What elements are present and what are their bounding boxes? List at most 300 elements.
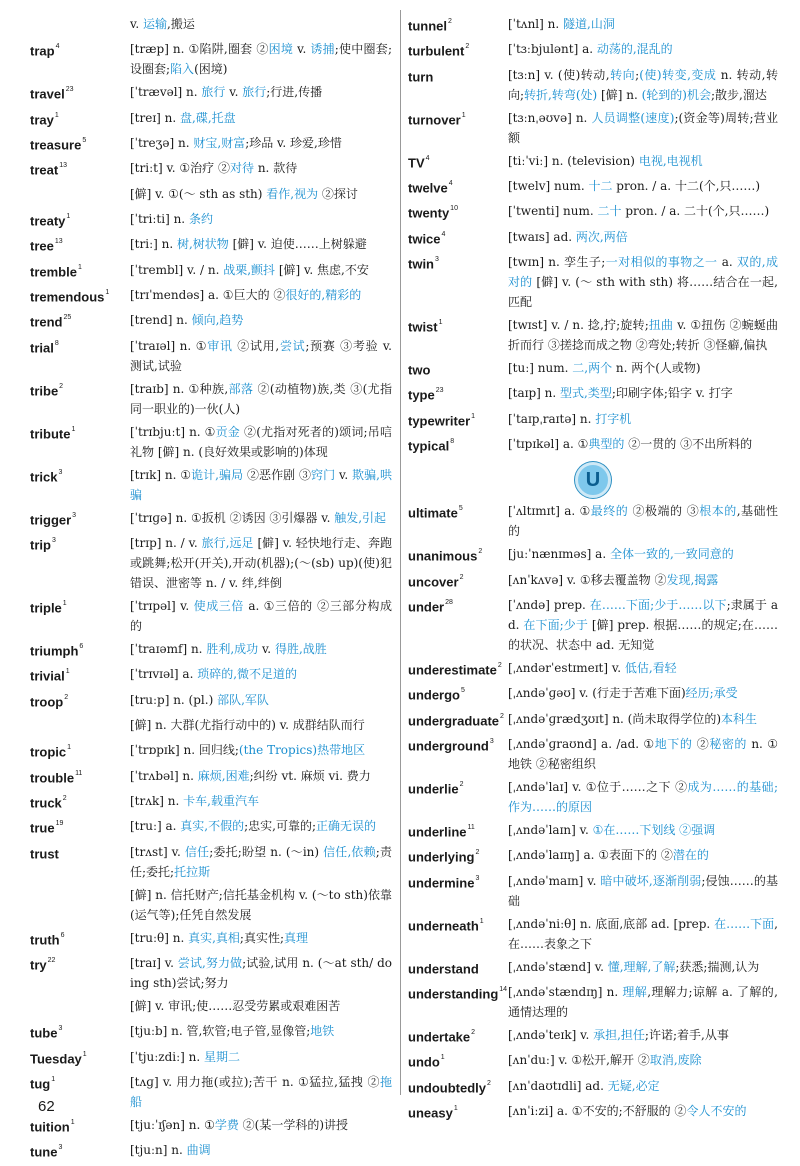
frequency-count: 1 — [438, 318, 443, 326]
definition — [508, 108, 778, 148]
definition — [508, 544, 778, 564]
letter-u-icon: U — [575, 462, 611, 498]
definition — [508, 734, 778, 774]
frequency-count: 1 — [54, 111, 59, 119]
definition — [130, 260, 392, 280]
frequency-count: 23 — [435, 387, 444, 395]
headword-text: twin — [408, 256, 434, 272]
headword-text: twenty — [408, 205, 450, 221]
left-column — [30, 14, 392, 1166]
frequency-count: 23 — [65, 86, 74, 94]
frequency-count: 6 — [60, 931, 65, 939]
highlighted-meaning: 经历;承受 — [685, 686, 738, 701]
dictionary-entry — [408, 570, 778, 592]
headword-text: type — [408, 387, 435, 403]
frequency-count: 11 — [75, 769, 83, 777]
headword-text: typewriter — [408, 412, 471, 428]
headword — [30, 1140, 130, 1162]
headword — [408, 1076, 508, 1098]
definition — [508, 434, 778, 454]
definition-text: ;隶属于 ad. — [508, 597, 778, 632]
frequency-count: 4 — [441, 230, 446, 238]
dictionary-entry — [408, 914, 778, 954]
highlighted-meaning: 尝试,努力做 — [177, 955, 243, 970]
highlighted-meaning: 旅行 — [242, 85, 267, 100]
dictionary-entry — [30, 816, 392, 838]
definition-text: [ˈtrɒpɪk] n. 回归线; — [130, 743, 239, 758]
dictionary-entry — [30, 465, 392, 505]
definition — [130, 108, 392, 128]
highlighted-meaning: 发现,揭露 — [666, 572, 719, 587]
headword-text: tube — [30, 1025, 58, 1041]
definition-text: [trʌst] v. — [130, 844, 185, 859]
definition-text: ; — [635, 67, 640, 82]
definition-text: [僻] v. (～ sth with sth) 将……结合在一起,匹配 — [508, 274, 778, 309]
dictionary-entry — [30, 108, 392, 130]
definition — [508, 39, 778, 59]
definition-text: v. — [225, 85, 243, 100]
definition — [508, 409, 778, 429]
dictionary-entry — [408, 315, 778, 355]
definition — [508, 14, 778, 34]
definition-text: a. ①三倍的 ②三部分构成的 — [130, 598, 392, 633]
highlighted-meaning: 无疑,必定 — [607, 1078, 660, 1093]
headword-text: undertake — [408, 1029, 471, 1045]
headword-text: tunnel — [408, 18, 447, 34]
headword-text: treat — [30, 162, 59, 178]
dictionary-entry — [408, 658, 778, 680]
dictionary-entry — [30, 379, 392, 419]
headword — [30, 1072, 130, 1094]
highlighted-meaning: (轮到的)机会 — [641, 87, 711, 102]
frequency-count: 28 — [445, 598, 453, 606]
definition-text: [ˌʌndəˈɡraʊnd] a. /ad. ① — [508, 736, 655, 751]
highlighted-meaning: 卡车,载重汽车 — [183, 793, 259, 808]
headword — [408, 1101, 508, 1123]
definition — [130, 842, 392, 882]
headword-text: trap — [30, 43, 55, 59]
highlighted-meaning: 根本的 — [699, 504, 737, 519]
highlighted-meaning: 打字机 — [595, 411, 632, 426]
frequency-count: 2 — [59, 382, 64, 390]
highlighted-meaning: 最终的 — [590, 504, 629, 519]
definition — [508, 501, 778, 541]
definition — [130, 209, 392, 229]
dictionary-entry — [30, 336, 392, 376]
headword-text: two — [408, 362, 431, 378]
frequency-count: 1 — [440, 1054, 445, 1062]
dictionary-entry — [30, 664, 392, 686]
headword — [408, 914, 508, 936]
definition-text: [ˈtraɪəmf] n. — [130, 641, 207, 656]
highlighted-meaning: 在……下面 — [714, 916, 775, 931]
frequency-count: 1 — [82, 1050, 87, 1058]
headword-text: trick — [30, 468, 58, 484]
definition-text: ②(动植物)族,类 ③(尤指同一职业的)一伙(人) — [130, 381, 392, 416]
definition-text: [ˈtɪpɪkəl] a. ① — [508, 436, 589, 451]
headword-text: twist — [408, 319, 438, 335]
headword — [30, 816, 130, 838]
definition-text: v. — [258, 641, 275, 656]
highlighted-meaning: 树,树状物 — [176, 237, 229, 252]
headword-text: tropic — [30, 744, 67, 760]
highlighted-meaning: 尝试 — [279, 338, 306, 353]
highlighted-meaning: 地铁 — [310, 1024, 335, 1039]
headword-text: underestimate — [408, 662, 497, 678]
dictionary-entry — [30, 690, 392, 712]
dictionary-entry — [408, 709, 778, 731]
definition — [130, 596, 392, 636]
definition-text: [ˌʌndəˈstændɪŋ] n. — [508, 984, 623, 999]
frequency-count: 2 — [475, 849, 480, 857]
headword-text: TV — [408, 154, 425, 170]
frequency-count: 4 — [55, 43, 60, 51]
definition — [508, 845, 778, 865]
dictionary-entry — [30, 715, 392, 737]
dictionary-entry — [30, 310, 392, 332]
highlighted-meaning: 低估,看轻 — [624, 660, 677, 675]
headword — [408, 982, 508, 1004]
highlighted-meaning: 二,两个 — [572, 360, 613, 375]
headword — [30, 791, 130, 813]
definition-text: ②探讨 — [318, 186, 358, 201]
definition-text: [ʌnˈduː] v. ①松开,解开 ② — [508, 1053, 650, 1068]
dictionary-entry — [30, 1047, 392, 1069]
definition-text: [ˈtrembl] v. / n. — [130, 262, 224, 277]
headword — [30, 1021, 130, 1043]
definition — [130, 379, 392, 419]
headword — [30, 285, 130, 307]
frequency-count: 2 — [465, 43, 470, 51]
definition — [130, 336, 392, 376]
dictionary-entry — [30, 1115, 392, 1137]
definition — [508, 709, 778, 729]
definition-text: [ˈtreʒə] n. — [130, 135, 194, 150]
definition-text: [ˌʌndəˈlaɪn] v. — [508, 822, 593, 837]
frequency-count: 1 — [461, 111, 466, 119]
headword — [408, 151, 508, 173]
definition-text: [ʌnˈiːzi] a. ①不安的;不舒服的 ② — [508, 1103, 687, 1118]
headword — [408, 108, 508, 130]
headword — [30, 158, 130, 180]
headword-text: turn — [408, 68, 434, 84]
highlighted-meaning: 运输 — [142, 17, 167, 31]
headword — [30, 885, 130, 907]
headword — [30, 596, 130, 618]
frequency-count: 1 — [71, 425, 76, 433]
frequency-count: 1 — [66, 212, 71, 220]
headword — [408, 252, 508, 274]
headword — [408, 14, 508, 36]
headword — [408, 683, 508, 705]
headword — [30, 842, 130, 864]
definition-text: [tjuːˈɪʃən] n. ① — [130, 1117, 215, 1132]
highlighted-meaning: 取消,废除 — [649, 1053, 702, 1068]
headword-text: tug — [30, 1076, 51, 1092]
definition-text: [trɪˈmendəs] a. ①巨大的 ② — [130, 287, 286, 302]
frequency-count: 2 — [497, 661, 502, 669]
headword — [408, 544, 508, 566]
dictionary-entry — [408, 1050, 778, 1072]
headword-text: triumph — [30, 643, 79, 659]
highlighted-meaning: 一对相似的事物之一 — [605, 254, 718, 269]
dictionary-entry — [408, 201, 778, 223]
highlighted-meaning: 麻烦,困难 — [197, 768, 250, 783]
definition-text: [僻] v. 焦虑,不安 — [275, 262, 369, 277]
frequency-count: 2 — [448, 18, 452, 25]
definition — [130, 184, 392, 204]
definition-text: v. — [130, 17, 143, 31]
highlighted-meaning: 部落 — [228, 381, 254, 396]
definition — [130, 39, 392, 79]
dictionary-entry — [30, 82, 392, 104]
definition — [130, 885, 392, 925]
definition-text: [ˈtrɪɡə] n. ①扳机 ②诱因 ③引爆器 v. — [130, 510, 335, 525]
frequency-count: 4 — [448, 179, 453, 187]
frequency-count: 2 — [459, 780, 464, 788]
definition — [508, 65, 778, 105]
dictionary-entry — [408, 409, 778, 431]
definition-text: pron. / a. 十二(个,只……) — [612, 178, 761, 193]
definition-text: [ˌʌndəˈlaɪ] v. ①位于……之下 ② — [508, 779, 688, 794]
headword-text: trivial — [30, 668, 65, 684]
definition — [508, 1025, 778, 1045]
definition-text: n. 两个(人或物) — [612, 360, 701, 375]
dictionary-entry — [408, 501, 778, 541]
highlighted-meaning: 人员调整(速度) — [591, 110, 675, 125]
headword — [408, 734, 508, 756]
headword-text: undermine — [408, 874, 475, 890]
definition-text: [twaɪs] ad. — [508, 229, 576, 244]
definition-text: a. — [717, 254, 737, 269]
highlighted-meaning: 在下面;少于 — [523, 617, 588, 632]
highlighted-meaning: 转折,转弯(处) — [524, 87, 598, 102]
highlighted-meaning: 星期二 — [204, 1049, 241, 1064]
frequency-count: 8 — [450, 437, 455, 445]
headword-text: underlying — [408, 849, 475, 865]
dictionary-entry — [30, 14, 392, 36]
headword-text: understand — [408, 960, 479, 976]
definition-text: [truːθ] n. — [130, 930, 189, 945]
definition-text: [ˈtraɪəl] n. ① — [130, 338, 208, 353]
definition-text: [ʌnˈkʌvə] v. ①移去覆盖物 ② — [508, 572, 667, 587]
dictionary-entry — [408, 1101, 778, 1123]
highlighted-meaning: 地下的 — [654, 736, 693, 751]
frequency-count: 6 — [79, 642, 84, 650]
definition-text: [ˌʌndəˈniːθ] n. 底面,底部 ad. [prep. — [508, 916, 715, 931]
definition-text: (困境) — [194, 62, 228, 77]
headword-text: travel — [30, 86, 65, 102]
headword — [408, 957, 508, 979]
headword — [408, 845, 508, 867]
definition-text: [僻] v. ①(～ sth as sth) — [130, 186, 267, 201]
dictionary-entry — [408, 871, 778, 911]
dictionary-entry — [408, 544, 778, 566]
highlighted-meaning: 动荡的,混乱的 — [596, 42, 673, 57]
definition — [130, 664, 392, 684]
definition-text: [ˈtrɪbjuːt] n. ① — [130, 424, 216, 439]
headword-text: twice — [408, 230, 441, 246]
definition — [508, 383, 778, 403]
definition — [130, 1047, 392, 1067]
right-column-u-entries — [408, 501, 778, 1123]
definition-text: [僻] n. 信托财产;信托基金机构 v. (～to sth)依靠(运气等);任凭自然发展 — [130, 887, 392, 922]
frequency-count: 11 — [467, 823, 475, 831]
definition — [508, 252, 778, 312]
definition-text: [traɪ] v. — [130, 955, 178, 970]
definition-text: v. — [335, 467, 353, 482]
highlighted-meaning: 审讯 — [207, 338, 233, 353]
frequency-count: 3 — [475, 874, 480, 882]
definition — [508, 957, 778, 977]
dictionary-entry — [30, 996, 392, 1018]
headword — [30, 533, 130, 555]
frequency-count: 3 — [58, 468, 63, 476]
frequency-count: 2 — [62, 794, 67, 802]
definition-text: ;印刷字体;铅字 v. 打字 — [611, 386, 733, 401]
definition-text: [ˈʌndə] prep. — [508, 597, 590, 612]
dictionary-entry — [408, 65, 778, 105]
highlighted-meaning: 扭曲 — [648, 317, 674, 332]
definition — [508, 315, 778, 355]
headword — [408, 227, 508, 249]
definition-text: [ˌʌndərˈestɪmeɪt] v. — [508, 660, 625, 675]
definition — [508, 982, 778, 1022]
headword — [408, 409, 508, 431]
headword-text: undergo — [408, 687, 460, 703]
definition — [508, 1076, 778, 1096]
definition — [508, 820, 778, 840]
definition — [508, 595, 778, 655]
highlighted-meaning: 两次,两倍 — [575, 229, 628, 244]
highlighted-meaning: 诡计,骗局 — [191, 467, 244, 482]
definition-text: [ˈtaɪpˌraɪtə] n. — [508, 411, 596, 426]
headword — [408, 176, 508, 198]
page-number: 62 — [38, 1098, 55, 1115]
definition-text: [ˈtwenti] num. — [508, 204, 598, 219]
frequency-count: 1 — [77, 263, 82, 271]
highlighted-meaning: 贡金 — [215, 424, 240, 439]
highlighted-meaning: 电视,电视机 — [638, 153, 703, 168]
definition — [130, 928, 392, 948]
highlighted-meaning: 真实,不假的 — [180, 819, 245, 834]
highlighted-meaning: 理解 — [622, 984, 648, 999]
highlighted-meaning: 秘密的 — [709, 736, 747, 751]
definition-text: ②(某一学科的)讲授 — [238, 1117, 349, 1132]
dictionary-entry — [408, 683, 778, 705]
headword-text: treasure — [30, 137, 82, 153]
definition-text: ②一贯的 ③不出所料的 — [624, 436, 753, 451]
definition-text: [僻] n. — [597, 87, 642, 102]
dictionary-entry — [408, 434, 778, 456]
definition — [130, 690, 392, 710]
definition-text: [ˌʌndəˈteɪk] v. — [508, 1027, 594, 1042]
definition-text: n. 款待 — [254, 161, 298, 176]
frequency-count: 22 — [47, 956, 56, 964]
headword — [30, 39, 130, 61]
definition-text: ;许诺;着手,从事 — [644, 1027, 729, 1042]
highlighted-meaning: 转向 — [609, 67, 636, 82]
definition-text: [trʌk] n. — [130, 793, 184, 808]
dictionary-entry — [408, 734, 778, 774]
headword-text: treaty — [30, 213, 66, 229]
definition — [508, 871, 778, 911]
highlighted-meaning: 胜利,成功 — [206, 641, 259, 656]
definition-text: [træp] n. ①陷阱,圈套 ② — [130, 42, 269, 57]
definition — [130, 791, 392, 811]
definition — [508, 1050, 778, 1070]
headword-text: unanimous — [408, 548, 478, 564]
frequency-count: 1 — [62, 599, 67, 607]
headword — [408, 501, 508, 523]
highlighted-meaning: 十二 — [588, 178, 613, 193]
highlighted-meaning: 拖船 — [130, 1074, 392, 1109]
highlighted-meaning: 典型的 — [588, 436, 625, 451]
definition — [508, 1101, 778, 1121]
headword-text: trend — [30, 314, 63, 330]
definition-text: [ˌʌndəˈɡrædʒʊɪt] n. (尚未取得学位的) — [508, 711, 722, 726]
headword — [408, 1050, 508, 1072]
headword-text: undo — [408, 1054, 440, 1070]
dictionary-entry — [30, 133, 392, 155]
headword — [408, 39, 508, 61]
highlighted-meaning: 触发,引起 — [334, 510, 387, 525]
dictionary-entry — [408, 957, 778, 979]
highlighted-meaning: 懂,理解,了解 — [607, 959, 676, 974]
definition — [130, 639, 392, 659]
dictionary-entry — [408, 595, 778, 655]
column-divider — [400, 10, 401, 1095]
definition-text: [twɪn] n. 孪生子; — [508, 254, 606, 269]
headword-text: trust — [30, 845, 59, 861]
dictionary-entry — [408, 14, 778, 36]
headword-text: triple — [30, 600, 62, 616]
headword-text: tuition — [30, 1119, 70, 1135]
definition-text: [tuː] num. — [508, 360, 573, 375]
definition-text: ;委托;盼望 n. (～in) — [209, 844, 324, 859]
highlighted-meaning: 正确无误的 — [316, 819, 377, 834]
headword-text: truck — [30, 795, 62, 811]
dictionary-entry — [408, 151, 778, 173]
headword-text: under — [408, 599, 445, 615]
dictionary-entry — [30, 639, 392, 661]
definition — [508, 777, 778, 817]
highlighted-meaning: (使)转变,变成 — [639, 67, 717, 82]
highlighted-meaning: 潜在的 — [672, 848, 709, 863]
frequency-count: 5 — [82, 136, 87, 144]
dictionary-entry — [30, 234, 392, 256]
headword-text: twelve — [408, 180, 448, 196]
dictionary-entry — [408, 820, 778, 842]
definition-text: [ˌʌndəˈstænd] v. — [508, 959, 608, 974]
frequency-count: 2 — [487, 1079, 491, 1087]
headword-text: true — [30, 820, 55, 836]
headword-text: troop — [30, 693, 64, 709]
definition-text: [ˈʌltɪmɪt] a. ① — [508, 504, 591, 519]
definition-text: [trɪk] n. ① — [130, 467, 192, 482]
frequency-count: 3 — [58, 1025, 63, 1033]
headword — [30, 639, 130, 661]
headword-text: undergraduate — [408, 712, 500, 728]
highlighted-meaning: 得胜,战胜 — [274, 641, 327, 656]
headword-text: underneath — [408, 917, 479, 933]
definition-text: pron. / a. 二十(个,只……) — [621, 204, 770, 219]
headword — [30, 508, 130, 530]
definition-text: [tjuːn] n. — [130, 1143, 187, 1158]
definition-text: ;获悉;揣测,认为 — [675, 959, 760, 974]
dictionary-entry — [408, 176, 778, 198]
headword-text: undoubtedly — [408, 1079, 486, 1095]
